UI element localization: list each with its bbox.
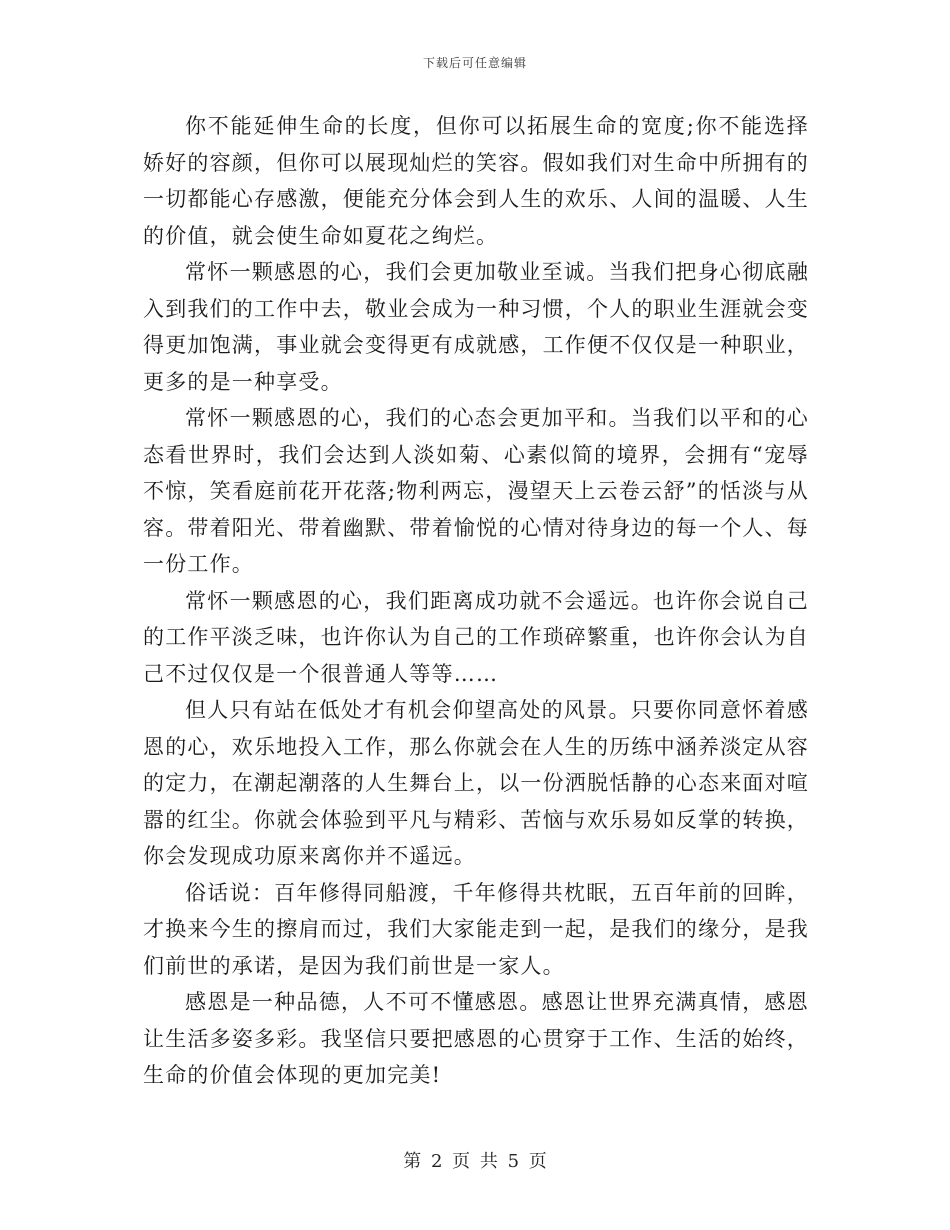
paragraph-3: 常怀一颗感恩的心，我们的心态会更加平和。当我们以平和的心态看世界时，我们会达到人淡如菊、心素似简的境界，会拥有“宠辱不惊，笑看庭前花开花落;物利两忘，漫望天上云卷云舒”的恬淡与从容。带着阳光、带着幽默、带着愉悦的心情对待身边的每一个人、每一份工作。 <box>143 406 809 576</box>
paragraph-2: 常怀一颗感恩的心，我们会更加敬业至诚。当我们把身心彻底融入到我们的工作中去，敬业会成为一种习惯，个人的职业生涯就会变得更加饱满，事业就会变得更有成就感，工作便不仅仅是一种职业，更多的是一种享受。 <box>143 260 809 394</box>
paragraph-7: 感恩是一种品德，人不可不懂感恩。感恩让世界充满真情，感恩让生活多姿多彩。我坚信只要把感恩的心贯穿于工作、生活的始终，生命的价值会体现的更加完美! <box>143 990 809 1087</box>
document-body <box>143 108 809 1094</box>
paragraph-5: 但人只有站在低处才有机会仰望高处的风景。只要你同意怀着感恩的心，欢乐地投入工作，那么你就会在人生的历练中涵养淡定从容的定力，在潮起潮落的人生舞台上，以一份洒脱恬静的心态来面对喧嚣的红尘。你就会体验到平凡与精彩、苦恼与欢乐易如反掌的转换，你会发现成功原来离你并不遥远。 <box>143 698 809 868</box>
paragraph-6: 俗话说：百年修得同船渡，千年修得共枕眠，五百年前的回眸，才换来今生的擦肩而过，我们大家能走到一起，是我们的缘分，是我们前世的承诺，是因为我们前世是一家人。 <box>143 880 809 978</box>
page-header-note: 下载后可任意编辑 <box>422 56 527 70</box>
paragraph-1: 你不能延伸生命的长度，但你可以拓展生命的宽度;你不能选择娇好的容颜，但你可以展现灿烂的笑容。假如我们对生命中所拥有的一切都能心存感激，便能充分体会到人生的欢乐、人间的温暖、人生的价值，就会使生命如夏花之绚烂。 <box>143 114 809 248</box>
page-number-footer: 第 2 页 共 5 页 <box>403 1151 547 1172</box>
paragraph-4: 常怀一颗感恩的心，我们距离成功就不会遥远。也许你会说自己的工作平淡乏味，也许你认为自己的工作琐碎繁重，也许你会认为自己不过仅仅是一个很普通人等等…… <box>143 588 809 686</box>
